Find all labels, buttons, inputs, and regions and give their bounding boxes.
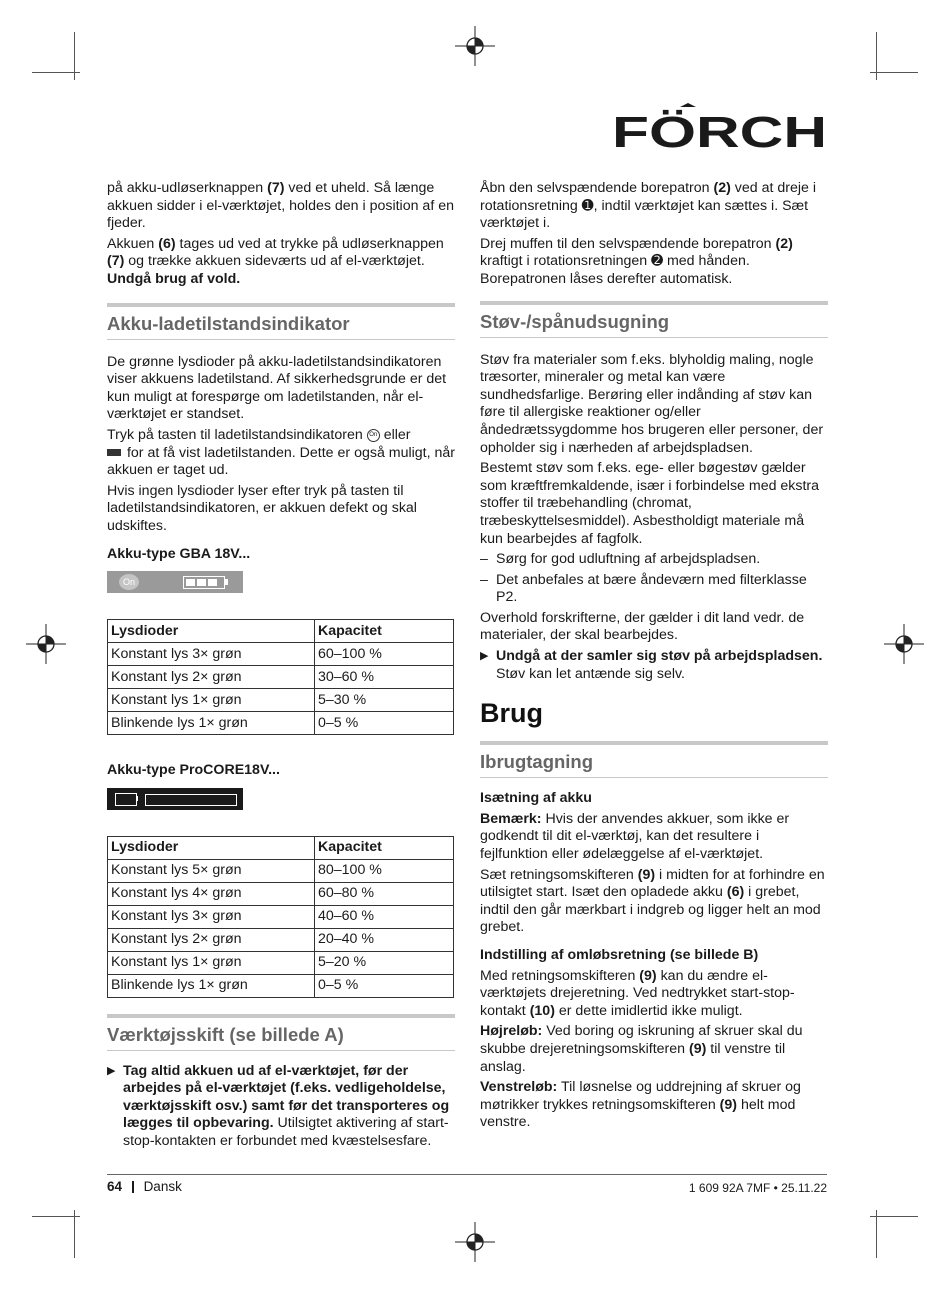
warning-bullet: ▶ Tag altid akkuen ud af el-værktøjet, før der arbejdes på el-værktøjet (f.eks. vedligeholdelse, værktøjsskift osv.) samt før det transporteres og lægges til opbevaring. Utilsigtet aktivering af start-stop-kontakten er forbundet med kvæstelsesfare. bbox=[107, 1062, 450, 1150]
paragraph: Åbn den selvspændende borepatron (2) ved at dreje i rotationsretning ➊, indtil værktøjet kan sættes i. Sæt værktøjet i. bbox=[480, 180, 817, 232]
subheading: Isætning af akku bbox=[480, 790, 592, 807]
subheading: Indstilling af omløbsretning (se billede B) bbox=[480, 947, 759, 963]
svg-text:FÖRCH: FÖRCH bbox=[612, 108, 827, 151]
battery-small-icon bbox=[107, 449, 121, 456]
paragraph: Drej muffen til den selvspændende borepatron (2) kraftigt i rotationsretningen ➋ med hånden. Borepatronen låses derefter automatisk. bbox=[480, 235, 793, 287]
left-column bbox=[107, 180, 455, 1154]
table-row: Konstant lys 3× grøn 60–100 % bbox=[108, 643, 454, 666]
paragraph: Bemærk: Hvis der anvendes akkuer, som ikke er godkendt til dit el-værktøj, kan det resultere i fejlfunktion eller ødelæggelse af el-værktøjet. bbox=[480, 810, 790, 863]
registration-mark-right bbox=[884, 624, 924, 664]
triangle-bullet-icon: ▶ bbox=[107, 1064, 116, 1077]
crop-mark bbox=[870, 1216, 918, 1217]
on-button-icon: On bbox=[367, 429, 380, 442]
paragraph: Støv fra materialer som f.eks. blyholdig maling, nogle træsorter, mineraler og metal kan være sundhedsfarlige. Berøring eller indånding af støv kan føre til allergiske reaktioner og/eller åndedrætssygdomme hos brugeren eller personer, der opholder sig i nærheden af arbejdspladsen. bbox=[480, 351, 824, 456]
crop-mark bbox=[32, 72, 80, 73]
paragraph: Overhold forskrifterne, der gælder i dit land vedr. de materialer, der skal bearbejdes. bbox=[480, 609, 805, 644]
right-column bbox=[480, 180, 828, 1135]
section-heading: Ibrugtagning bbox=[480, 741, 828, 778]
document-code: 1 609 92A 7MF • 25.11.22 bbox=[688, 1181, 827, 1195]
charge-indicator-procore bbox=[107, 788, 243, 810]
list-item: – Det anbefales at bære åndeværn med filterklasse P2. bbox=[480, 571, 807, 606]
paragraph: Bestemt støv som f.eks. ege- eller bøgestøv gælder som kræftfremkaldende, især i forbindelse med ekstra stoffer til træbehandling (chromat, træbeskyttelsesmiddel). Asbestholdigt materiale må kun bearbejdes af fagfolk. bbox=[480, 460, 820, 547]
crop-mark bbox=[74, 1210, 75, 1258]
paragraph: Hvis ingen lysdioder lyser efter tryk på tasten til ladetilstandsindikatoren, er akkuen defekt og skal udskiftes. bbox=[107, 482, 417, 534]
paragraph: Med retningsomskifteren (9) kan du ændre el-værktøjets drejeretning. Ved nedtrykket start-stop-kontakt (10) er dette imidlertid ikke muligt. bbox=[480, 967, 795, 1019]
paragraph: på akku-udløserknappen (7) ved et uheld. Så længe akkuen sidder i el-værktøjet, holdes den i position af en fjeder. bbox=[107, 180, 454, 232]
forch-logo bbox=[612, 103, 827, 151]
paragraph: Akkuen (6) tages ud ved at trykke på udløserknappen (7) og trække akkuen sideværts ud af el-værktøjet. Undgå brug af vold. bbox=[107, 235, 444, 287]
page-number-group bbox=[107, 1179, 182, 1194]
akku-type-heading: Akku-type ProCORE18V... bbox=[107, 762, 280, 779]
triangle-bullet-icon: ▶ bbox=[480, 650, 489, 663]
crop-mark bbox=[870, 72, 918, 73]
circled-one-icon: ➊ bbox=[581, 197, 594, 214]
capacity-table-procore: Lysdioder Kapacitet Konstant lys 5× grøn 80–100 % Konstant lys 4× grøn 60–80 % Konstant lys 3× grøn 40–60 % Konstant lys 2× grøn 20–40 % Konstant lys 1× grøn 5–20 % Blinkende lys 1× grøn 0–5 % bbox=[107, 836, 454, 998]
circled-two-icon: ➋ bbox=[651, 253, 664, 270]
table-row: Konstant lys 3× grøn 40–60 % bbox=[108, 905, 454, 928]
on-button-icon: On bbox=[119, 574, 139, 590]
battery-icon bbox=[183, 576, 225, 589]
table-row: Blinkende lys 1× grøn 0–5 % bbox=[108, 974, 454, 997]
section-heading: Værktøjsskift (se billede A) bbox=[107, 1014, 455, 1051]
akku-type-heading: Akku-type GBA 18V... bbox=[107, 545, 251, 562]
registration-mark-top bbox=[455, 26, 495, 66]
page-footer bbox=[107, 1174, 827, 1199]
charge-indicator-gba bbox=[107, 571, 243, 593]
table-row: Konstant lys 4× grøn 60–80 % bbox=[108, 882, 454, 905]
table-row: Konstant lys 2× grøn 30–60 % bbox=[108, 666, 454, 689]
table-row: Konstant lys 1× grøn 5–30 % bbox=[108, 689, 454, 712]
warning-bullet: ▶ Undgå at der samler sig støv på arbejdspladsen. Støv kan let antænde sig selv. bbox=[480, 648, 823, 682]
registration-mark-left bbox=[26, 624, 66, 664]
crop-mark bbox=[876, 1210, 877, 1258]
table-row: Blinkende lys 1× grøn 0–5 % bbox=[108, 712, 454, 735]
registration-mark-bottom bbox=[455, 1222, 495, 1262]
paragraph: Venstreløb: Til løsnelse og uddrejning af skruer og møtrikker trykkes retningsomskifteren (9) helt mod venstre. bbox=[480, 1079, 801, 1131]
table-row: Konstant lys 5× grøn 80–100 % bbox=[108, 859, 454, 882]
paragraph: Højreløb: Ved boring og iskruning af skruer skal du skubbe drejeretningsomskifteren (9) til venstre til anslag. bbox=[480, 1023, 803, 1075]
language-label: Dansk bbox=[143, 1179, 182, 1194]
list-item: – Sørg for god udluftning af arbejdspladsen. bbox=[480, 551, 761, 568]
paragraph: Tryk på tasten til ladetilstandsindikatoren On eller for at få vist ladetilstanden. Dette er også muligt, når akkuen er taget ud. bbox=[107, 426, 456, 479]
table-row: Konstant lys 2× grøn 20–40 % bbox=[108, 928, 454, 951]
paragraph: De grønne lysdioder på akku-ladetilstandsindikatoren viser akkuens ladetilstand. Af sikkerhedsgrunde er det kun muligt at forespørge om ladetilstanden, når el-værktøjet er standset. bbox=[107, 353, 447, 423]
section-heading: Akku-ladetilstandsindikator bbox=[107, 303, 455, 340]
section-heading: Støv-/spånudsugning bbox=[480, 301, 828, 338]
page-number: 64 bbox=[107, 1179, 123, 1194]
crop-mark bbox=[32, 1216, 80, 1217]
table-row: Konstant lys 1× grøn 5–20 % bbox=[108, 951, 454, 974]
capacity-table-gba: Lysdioder Kapacitet Konstant lys 3× grøn 60–100 % Konstant lys 2× grøn 30–60 % Konstant lys 1× grøn 5–30 % Blinkende lys 1× grøn 0–5 % bbox=[107, 619, 454, 735]
chapter-heading: Brug bbox=[480, 698, 543, 729]
paragraph: Sæt retningsomskifteren (9) i midten for at forhindre en utilsigtet start. Isæt den opladede akku (6) i grebet, indtil den går mærkbart i indgreb og ligger helt an mod grebet. bbox=[480, 866, 825, 936]
